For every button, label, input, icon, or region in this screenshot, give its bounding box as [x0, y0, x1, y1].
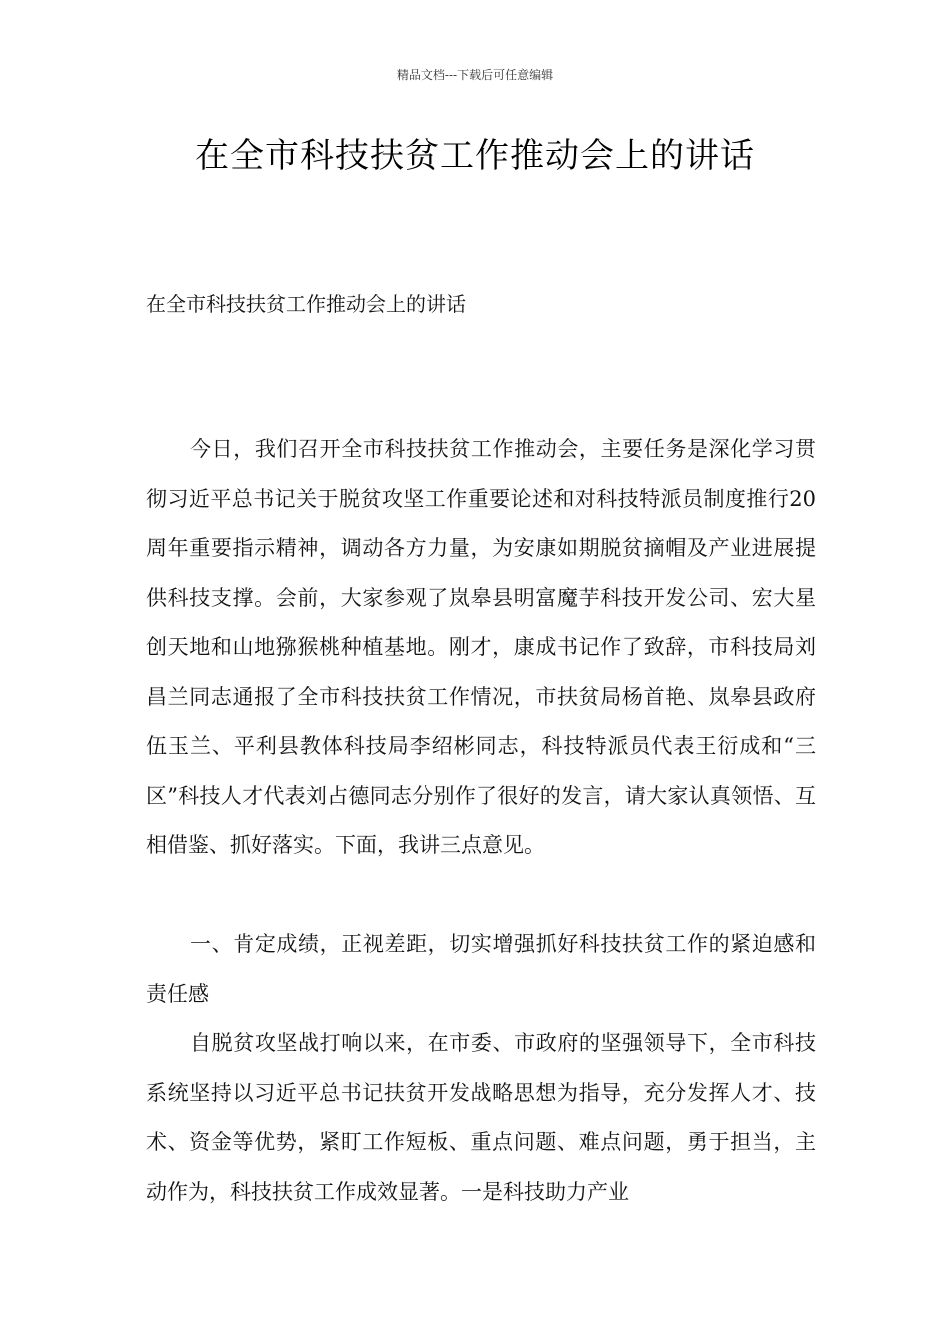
header-note: 精品文档---下载后可任意编辑 [396, 68, 554, 82]
paragraph-text: 自脱贫攻坚战打响以来，在市委、市政府的坚强领导下，全市科技系统坚持以习近平总书记扶贫开发战略思想为指导，充分发挥人才、技术、资金等优势，紧盯工作短板、重点问题、难点问题，勇于担当，主动作为，科技扶贫工作成效显著。一是科技助力产业 [146, 1031, 816, 1204]
body-paragraph-2 [146, 1019, 816, 1217]
paragraph-text: 一、肯定成绩，正视差距，切实增强抓好科技扶贫工作的紧迫感和责任感 [146, 932, 816, 1006]
document-title: 在全市科技扶贫工作推动会上的讲话 [195, 136, 755, 176]
paragraph-text: 今日，我们召开全市科技扶贫工作推动会，主要任务是深化学习贯彻习近平总书记关于脱贫攻坚工作重要论述和对科技特派员制度推行20周年重要指示精神，调动各方力量，为安康如期脱贫摘帽及产业进展提供科技支撑。会前，大家参观了岚皋县明富魔芋科技开发公司、宏大星创天地和山地猕猴桃种植基地。刚才，康成书记作了致辞，市科技局刘昌兰同志通报了全市科技扶贫工作情况，市扶贫局杨首艳、岚皋县政府伍玉兰、平利县教体科技局李绍彬同志，科技特派员代表王衍成和“三区”科技人才代表刘占德同志分别作了很好的发言，请大家认真领悟、互相借鉴、抓好落实。下面，我讲三点意见。 [146, 437, 816, 857]
body-paragraph-1 [146, 425, 816, 871]
document-subtitle: 在全市科技扶贫工作推动会上的讲话 [146, 292, 466, 316]
section-heading-1 [146, 920, 816, 1019]
